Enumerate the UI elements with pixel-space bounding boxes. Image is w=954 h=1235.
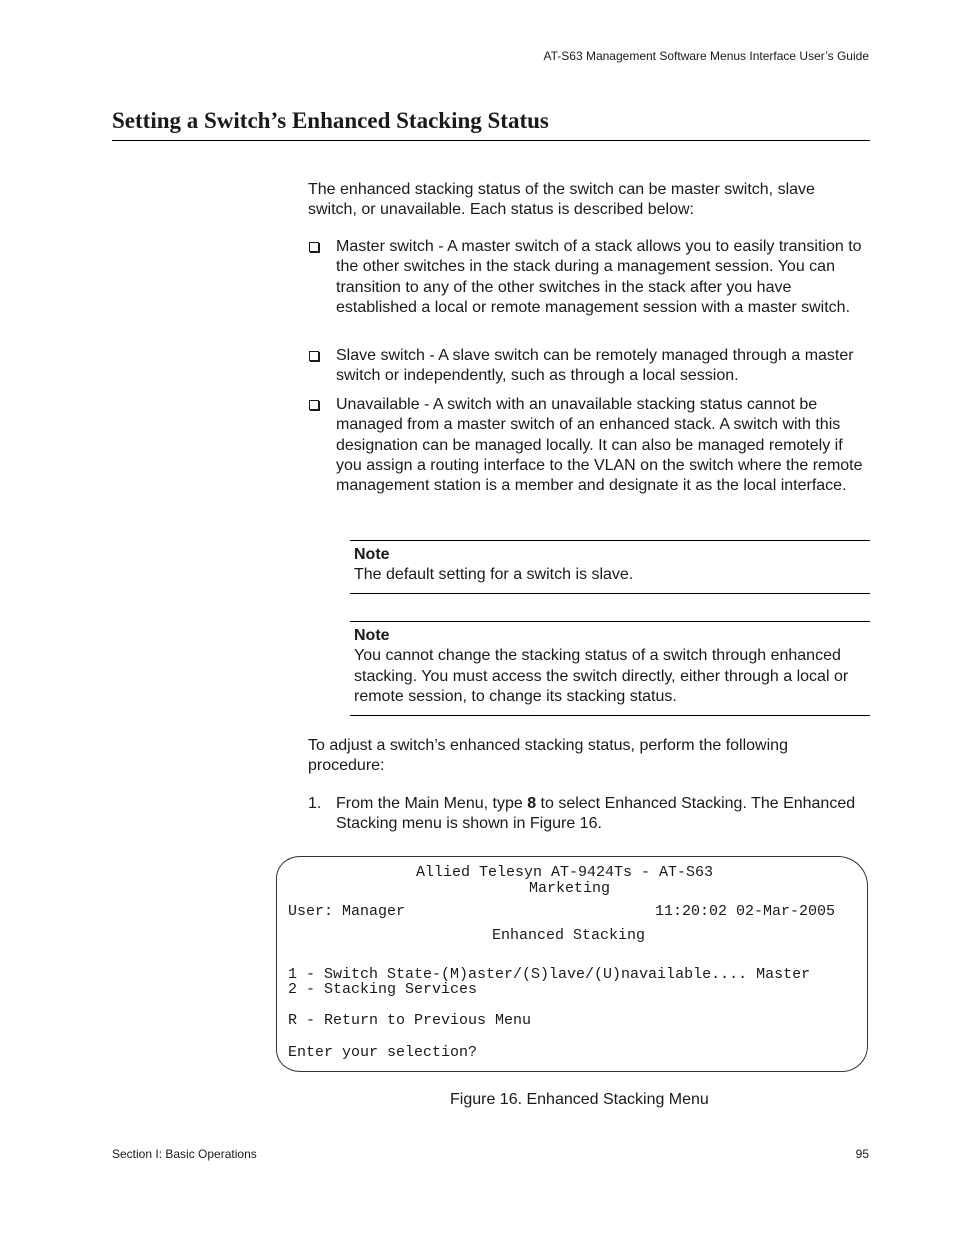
bullet-text: Master switch - A master switch of a stack allows you to easily transition to the other switches in the stack during a management session. You can transition to any of the other switches in the stack after you have established a local or remote management session with a master switch. [336,238,862,316]
footer-section: Section I: Basic Operations [112,1147,257,1161]
note-box-default [350,540,870,594]
checkbox-bullet-icon [309,351,319,361]
step-text: From the Main Menu, type 8 to select Enhanced Stacking. The Enhanced Stacking menu is shown in Figure 16. [336,795,856,833]
terminal-timestamp: 11:20:02 02-Mar-2005 [655,903,836,920]
note-text: You cannot change the stacking status of a switch through enhanced stacking. You must access the switch directly, either through a local or remote session, to change its stacking status. [354,647,849,705]
bullet-text: Unavailable - A switch with an unavailable stacking status cannot be managed from a master switch of an enhanced stack. A switch with this designation can be managed locally. It can also be managed remotely if you assign a routing interface to the VLAN on the switch where the remote management station is a member and designate it as the local interface. [336,396,863,495]
intro-paragraph: The enhanced stacking status of the switch can be master switch, slave switch, or unavailable. Each status is described below: [308,181,815,219]
terminal-subtitle: Marketing [529,880,611,897]
note-label: Note [354,546,390,563]
checkbox-bullet-icon [309,242,319,252]
terminal-prompt[interactable]: Enter your selection? [288,1044,478,1061]
procedure-intro: To adjust a switch’s enhanced stacking status, perform the following procedure: [308,737,788,775]
menu-option-switch-state[interactable]: 1 - Switch State-(M)aster/(S)lave/(U)navailable.... Master [288,966,811,983]
terminal-menu-title: Enhanced Stacking [492,927,646,944]
figure-caption: Figure 16. Enhanced Stacking Menu [450,1091,709,1108]
step-key: 8 [527,795,537,812]
running-header: AT-S63 Management Software Menus Interface User’s Guide [543,49,869,63]
step-number: 1. [308,795,322,812]
page-number: 95 [855,1147,869,1161]
menu-option-stacking-services[interactable]: 2 - Stacking Services [288,981,478,998]
bullet-text: Slave switch - A slave switch can be remotely managed through a master switch or independently, such as through a local session. [336,347,854,385]
terminal-title: Allied Telesyn AT-9424Ts - AT-S63 [416,864,714,881]
terminal-user: User: Manager [288,903,406,920]
note-text: The default setting for a switch is slave. [354,566,634,584]
section-title: Setting a Switch’s Enhanced Stacking Status [112,108,549,133]
menu-option-return[interactable]: R - Return to Previous Menu [288,1012,532,1029]
checkbox-bullet-icon [309,400,319,410]
note-box-stacking [350,621,870,716]
note-label: Note [354,627,390,644]
title-rule [112,140,870,141]
terminal-screen [276,856,868,1072]
